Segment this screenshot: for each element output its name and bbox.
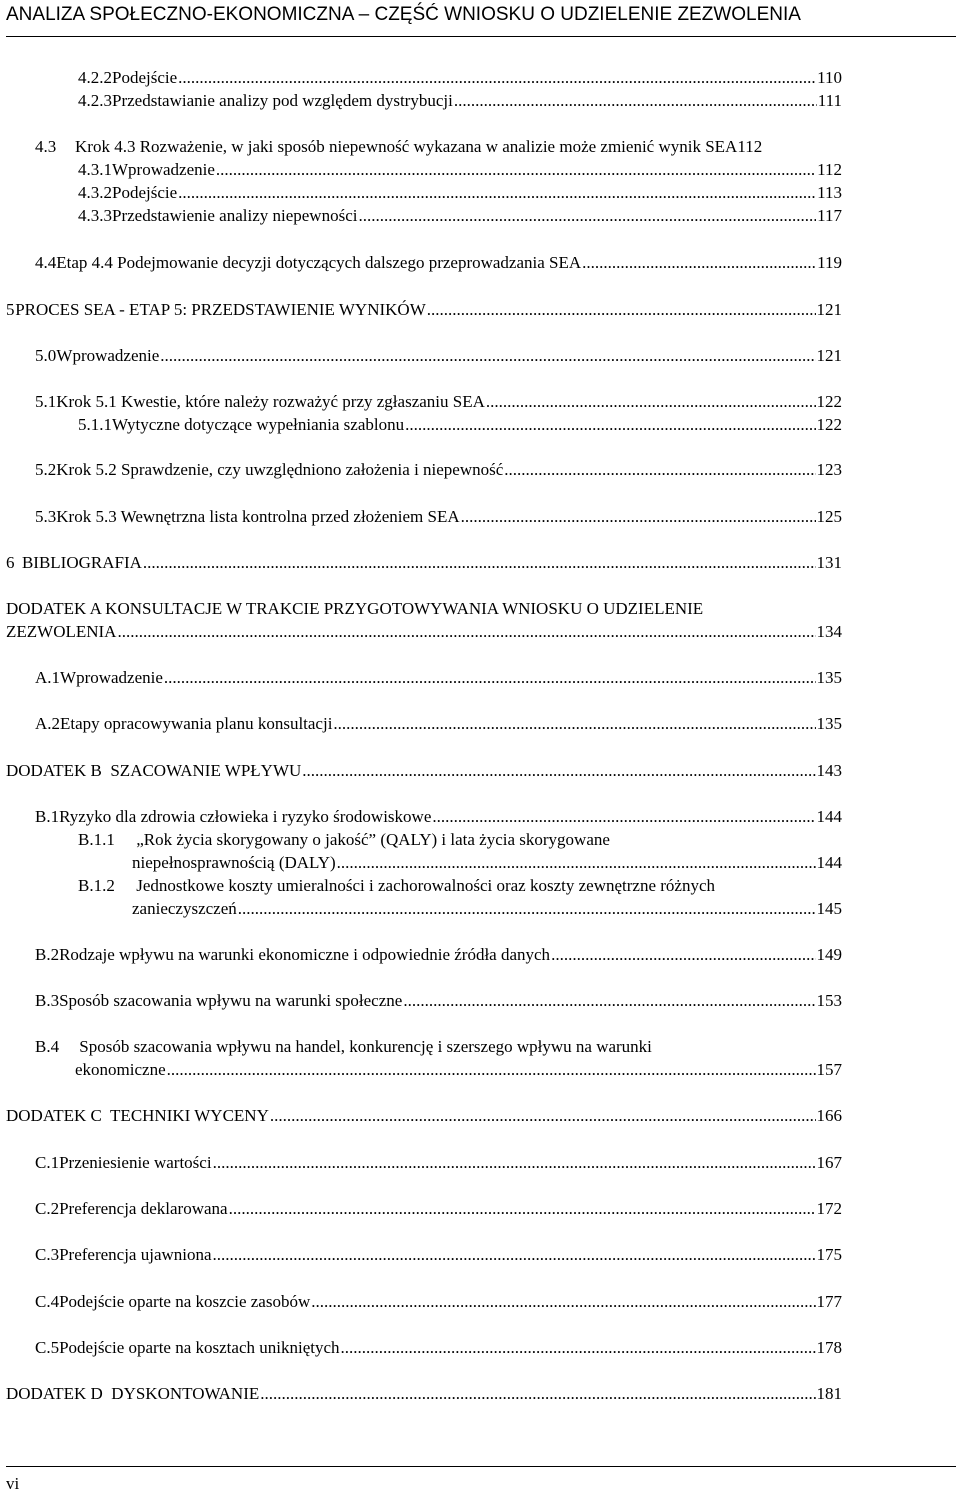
toc-entry-label: Podejście oparte na koszcie zasobów [59,1292,311,1311]
toc-leader-dots [178,66,816,89]
toc-leader-dots [311,1290,815,1313]
toc-entry-page: 119 [817,253,842,272]
toc-entry-label: Przedstawienie analizy niepewności [112,206,358,225]
toc-entry-label: Przeniesienie wartości [59,1153,212,1172]
toc-entry-number: C.2 [35,1199,60,1218]
toc-entry-first-line [35,1035,652,1058]
toc-entry-label: „Rok życia skorygowany o jakość” (QALY) i lata życia skorygowane [136,830,610,849]
toc-entry-number: 4.2.3 [78,91,112,110]
toc-entry-label: Sposób szacowania wpływu na handel, konkurencję i szerszego wpływu na warunki [79,1037,652,1056]
toc-leader-dots [178,181,816,204]
toc-entry-page: 110 [817,68,842,87]
toc-entry-label: Wprowadzenie [56,346,160,365]
toc-leader-dots [486,390,816,413]
toc-entry[interactable] [35,1151,842,1174]
toc-entry-page: 144 [816,853,842,872]
toc-entry-page: 134 [816,622,842,641]
toc-entry-label: Preferencja ujawniona [59,1245,212,1264]
toc-entry-label: ZEZWOLENIA [6,622,117,641]
toc-entry-number: 4.2.2 [78,68,112,87]
toc-entry-label: Jednostkowe koszty umieralności i zachorowalności oraz koszty zewnętrzne różnych [136,876,715,895]
toc-entry-number: B.1.2 [78,876,115,895]
toc-entry-label: Ryzyko dla zdrowia człowieka i ryzyko środowiskowe [59,807,432,826]
toc-entry[interactable] [75,1058,842,1081]
toc-entry-label: DODATEK A KONSULTACJE W TRAKCIE PRZYGOTOWYWANIA WNIOSKU O UDZIELENIE [6,599,704,618]
toc-entry-label: Przedstawianie analizy pod względem dystrybucji [112,91,453,110]
toc-entry-label: Krok 4.3 Rozważenie, w jaki sposób niepewność wykazana w analizie może zmienić wynik SEA [75,137,738,156]
toc-leader-dots [160,344,815,367]
toc-entry-number: 4.3.2 [78,183,112,202]
toc-entry-page: 135 [816,668,842,687]
toc-entry-page: 125 [816,507,842,526]
toc-entry[interactable] [6,620,842,643]
toc-entry[interactable] [35,805,842,828]
toc-entry-label: niepełnosprawnością (DALY) [132,853,336,872]
toc-entry-label: Podejście [112,183,178,202]
toc-entry-page: 117 [817,206,842,225]
toc-entry-number: C.5 [35,1338,60,1357]
toc-entry-label: Etap 4.4 Podejmowanie decyzji dotyczących dalszego przeprowadzania SEA [56,253,582,272]
toc-entry-number: 4.4 [35,253,57,272]
toc-entry-page: 143 [816,761,842,780]
toc-leader-dots [432,805,815,828]
toc-entry[interactable] [78,158,842,181]
toc-leader-dots [213,1151,816,1174]
toc-entry-page: 144 [816,807,842,826]
toc-entry-label: Krok 5.1 Kwestie, które należy rozważyć przy zgłaszaniu SEA [56,392,485,411]
toc-entry-label: Sposób szacowania wpływu na warunki społeczne [59,991,403,1010]
toc-entry-page: 111 [817,91,842,110]
toc-entry-number: C.3 [35,1245,60,1264]
toc-entry-page: 178 [816,1338,842,1357]
toc-entry-number: 6 [6,553,15,572]
toc-entry-page: 121 [816,300,842,319]
footer-rule [6,1466,956,1467]
toc-entry-label: Krok 5.2 Sprawdzenie, czy uwzględniono założenia i niepewność [56,460,504,479]
toc-entry-label: Krok 5.3 Wewnętrzna lista kontrolna przed złożeniem SEA [56,507,460,526]
toc-entry-number: 5.2 [35,460,57,479]
toc-entry-number: C.1 [35,1153,60,1172]
toc-leader-dots [260,1382,815,1405]
toc-entry-page: 122 [816,415,842,434]
toc-entry-label: ekonomiczne [75,1060,166,1079]
toc-entry-label: Podejście oparte na kosztach unikniętych [59,1338,340,1357]
toc-entry[interactable] [35,135,842,158]
toc-entry-number: 4.3.3 [78,206,112,225]
toc-leader-dots [337,851,816,874]
toc-leader-dots [117,620,815,643]
running-header-title: ANALIZA SPOŁECZNO-EKONOMICZNA – CZĘŚĆ WNIOSKU O UDZIELENIE ZEZWOLENIA [6,4,801,25]
toc-leader-dots [403,989,815,1012]
toc-entry-page: 122 [816,392,842,411]
toc-entry-first-line [78,828,610,851]
toc-entry-label: Wytyczne dotyczące wypełniania szablonu [112,415,405,434]
toc-entry[interactable] [78,89,842,112]
toc-leader-dots [504,458,815,481]
toc-leader-dots [358,204,816,227]
toc-leader-dots [164,666,816,689]
toc-entry-label: PROCES SEA - ETAP 5: PRZEDSTAWIENIE WYNIKÓW [15,300,426,319]
toc-entry[interactable] [35,712,842,735]
toc-entry-page: 123 [816,460,842,479]
toc-entry-page: 181 [816,1384,842,1403]
toc-entry-number: B.1 [35,807,60,826]
toc-entry-number: B.4 [35,1037,60,1056]
toc-entry[interactable] [78,413,842,436]
toc-entry-label: BIBLIOGRAFIA [21,553,142,572]
toc-entry-label: Podejście [112,68,178,87]
toc-leader-dots [405,413,815,436]
toc-entry[interactable] [35,943,842,966]
toc-entry-number: 5.3 [35,507,57,526]
toc-leader-dots [143,551,816,574]
toc-leader-dots [454,89,817,112]
toc-entry[interactable] [35,1336,842,1359]
toc-entry-page: 145 [816,899,842,918]
toc-leader-dots [551,943,815,966]
toc-entry-number: B.1.1 [78,830,115,849]
toc-entry-page: 131 [816,553,842,572]
toc-leader-dots [302,759,815,782]
toc-entry[interactable] [78,204,842,227]
toc-entry-label: DODATEK B SZACOWANIE WPŁYWU [6,761,302,780]
toc-entry-page: 113 [817,183,842,202]
toc-entry-label: DODATEK D DYSKONTOWANIE [6,1384,260,1403]
toc-entry-number: 5.1 [35,392,57,411]
toc-entry-number: 5.1.1 [78,415,112,434]
toc-entry[interactable] [35,344,842,367]
toc-entry-label: Wprowadzenie [60,668,163,687]
toc-entry-label: Etapy opracowywania planu konsultacji [60,714,333,733]
toc-entry[interactable] [6,551,842,574]
toc-leader-dots [229,1197,816,1220]
toc-entry[interactable] [35,505,842,528]
toc-leader-dots [270,1104,816,1127]
toc-leader-dots [238,897,816,920]
toc-leader-dots [341,1336,816,1359]
toc-entry[interactable] [35,1290,842,1313]
toc-leader-dots [582,251,816,274]
toc-entry-page: 157 [816,1060,842,1079]
toc-entry-number: A.2 [35,714,61,733]
toc-entry-label: DODATEK C TECHNIKI WYCENY [6,1106,269,1125]
toc-entry[interactable] [35,251,842,274]
toc-leader-dots [216,158,816,181]
toc-entry-page: 167 [816,1153,842,1172]
toc-entry-number: B.3 [35,991,60,1010]
toc-entry-page: 121 [816,346,842,365]
page-number: vi [6,1474,20,1493]
toc-entry[interactable] [132,851,842,874]
toc-entry-page: 177 [816,1292,842,1311]
toc-entry-number: 5 [6,300,15,319]
toc-entry-number: B.2 [35,945,60,964]
toc-entry-first-line [78,874,715,897]
toc-entry[interactable] [6,1382,842,1405]
toc-entry-page: 175 [816,1245,842,1264]
toc-entry-number: A.1 [35,668,61,687]
toc-leader-dots [333,712,815,735]
toc-entry-label: zanieczyszczeń [132,899,237,918]
toc-entry-page: 149 [816,945,842,964]
toc-entry-number: C.4 [35,1292,60,1311]
toc-entry-page: 172 [816,1199,842,1218]
toc-leader-dots [461,505,816,528]
toc-entry-label: Preferencja deklarowana [59,1199,228,1218]
toc-entry[interactable] [78,181,842,204]
toc-entry-page: 166 [816,1106,842,1125]
toc-entry-number: 4.3.1 [78,160,112,179]
toc-entry[interactable] [132,897,842,920]
toc-entry-number: 4.3 [35,137,57,156]
toc-entry[interactable] [6,759,842,782]
toc-entry-number: 5.0 [35,346,57,365]
toc-entry-page: 112 [737,137,763,156]
toc-leader-dots [427,298,816,321]
toc-entry[interactable] [78,66,842,89]
toc-entry[interactable] [35,989,842,1012]
toc-entry-label: Rodzaje wpływu na warunki ekonomiczne i odpowiednie źródła danych [59,945,551,964]
toc-entry[interactable] [6,1104,842,1127]
toc-entry[interactable] [6,298,842,321]
toc-entry-label: Wprowadzenie [112,160,215,179]
toc-leader-dots [213,1243,816,1266]
toc-entry[interactable] [35,666,842,689]
toc-entry[interactable] [35,1243,842,1266]
toc-entry-page: 112 [817,160,842,179]
toc-appendix-title-line [6,597,703,620]
toc-entry[interactable] [35,1197,842,1220]
toc-leader-dots [167,1058,816,1081]
toc-entry[interactable] [35,458,842,481]
toc-entry-page: 135 [816,714,842,733]
toc-entry-page: 153 [816,991,842,1010]
toc-entry[interactable] [35,390,842,413]
